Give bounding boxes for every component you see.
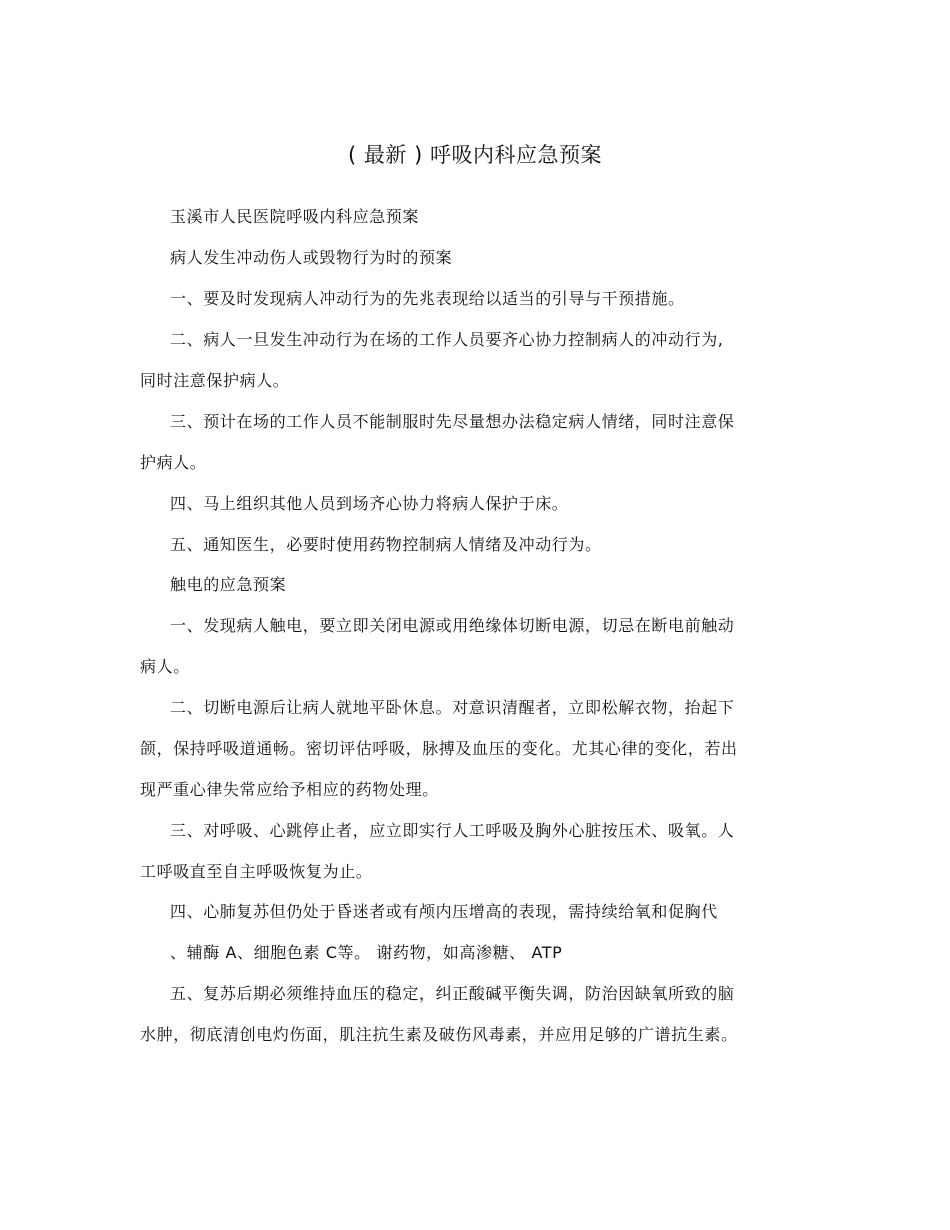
paragraph-line: 护病人。 — [140, 453, 207, 472]
paragraph-line: 病人。 — [140, 657, 190, 676]
paragraph-line: 一、发现病人触电，要立即关闭电源或用绝缘体切断电源，切忌在断电前触动 — [170, 616, 735, 635]
section-heading-impulsive-behavior: 病人发生冲动伤人或毁物行为时的预案 — [170, 248, 453, 267]
paragraph-line: 五、通知医生，必要时使用药物控制病人情绪及冲动行为。 — [170, 535, 602, 554]
paragraph-line: 四、马上组织其他人员到场齐心协力将病人保护于床。 — [170, 494, 569, 513]
section-heading-electric-shock: 触电的应急预案 — [170, 575, 287, 594]
paragraph-line: 二、病人一旦发生冲动行为在场的工作人员要齐心协力控制病人的冲动行为, — [170, 330, 724, 349]
paragraph-line: 二、切断电源后让病人就地平卧休息。对意识清醒者，立即松解衣物，抬起下 — [170, 698, 735, 717]
paragraph-line: 、辅酶 A、细胞色素 C等。 谢药物，如高渗糖、 ATP — [170, 943, 563, 962]
paragraph-line: 三、对呼吸、心跳停止者，应立即实行人工呼吸及胸外心脏按压术、吸氧。人 — [170, 821, 735, 840]
paragraph-line: 一、要及时发现病人冲动行为的先兆表现给以适当的引导与干预措施。 — [170, 289, 685, 308]
hospital-plan-heading: 玉溪市人民医院呼吸内科应急预案 — [170, 207, 420, 226]
paragraph-line: 颌，保持呼吸道通畅。密切评估呼吸，脉搏及血压的变化。尤其心律的变化，若出 — [140, 739, 738, 758]
paragraph-line: 三、预计在场的工作人员不能制服时先尽量想办法稳定病人情绪，同时注意保 — [170, 412, 735, 431]
document-title: ( 最新 ) 呼吸内科应急预案 — [348, 143, 602, 167]
paragraph-line: 现严重心律失常应给予相应的药物处理。 — [140, 780, 439, 799]
paragraph-line: 同时注意保护病人。 — [140, 371, 290, 390]
paragraph-line: 四、心肺复苏但仍处于昏迷者或有颅内压增高的表现，需持续给氧和促胸代 — [170, 902, 718, 921]
paragraph-line: 工呼吸直至自主呼吸恢复为止。 — [140, 862, 373, 881]
paragraph-line: 水肿，彻底清创电灼伤面，肌注抗生素及破伤风毒素，并应用足够的广谱抗生素。 — [140, 1025, 738, 1044]
paragraph-line: 五、复苏后期必须维持血压的稳定，纠正酸碱平衡失调，防治因缺氧所致的脑 — [170, 984, 735, 1003]
